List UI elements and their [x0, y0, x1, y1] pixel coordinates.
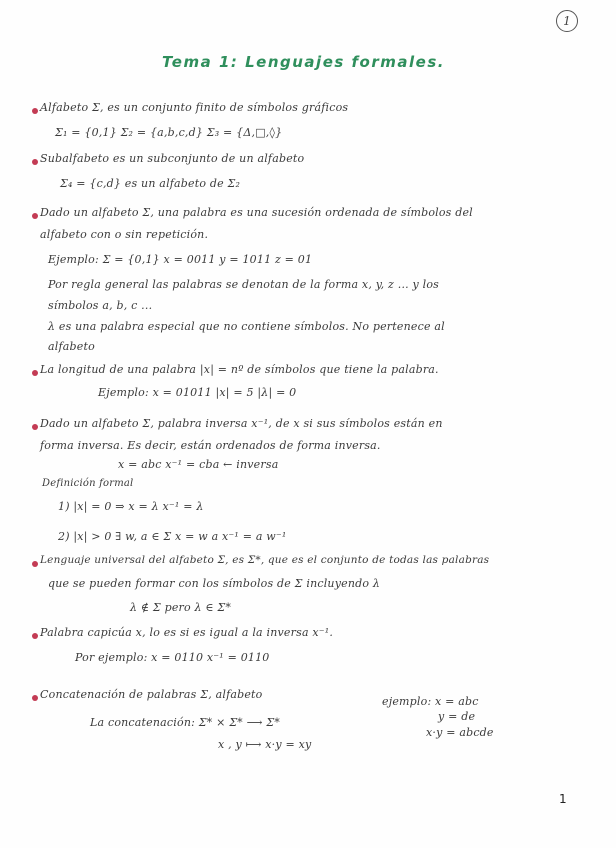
alfabeto-examples: Σ₁ = {0,1} Σ₂ = {a,b,c,d} Σ₃ = {Δ,□,◊}: [55, 126, 283, 139]
inversa-example: x = abc x⁻¹ = cba ← inversa: [118, 458, 279, 471]
alfabeto-definition: Alfabeto Σ, es un conjunto finito de símbolos gráficos: [40, 101, 349, 114]
concatenacion-example-line-2: y = de: [438, 710, 476, 723]
bullet-icon: [32, 561, 38, 567]
concatenacion-definition: Concatenación de palabras Σ, alfabeto: [40, 688, 263, 701]
capicua-definition: Palabra capicúa x, lo es si es igual a la inversa x⁻¹.: [40, 626, 334, 639]
capicua-example: Por ejemplo: x = 0110 x⁻¹ = 0110: [75, 651, 270, 664]
circled-page-number: 1: [556, 10, 578, 32]
bullet-icon: [32, 695, 38, 701]
palabra-definition-line-2: alfabeto con o sin repetición.: [40, 228, 209, 241]
recursive-definition-label: Definición formal: [42, 478, 134, 489]
universal-line-2: que se pueden formar con los símbolos de Σ incluyendo λ: [48, 577, 381, 590]
bullet-icon: [32, 159, 38, 165]
bullet-icon: [32, 370, 38, 376]
inversa-definition-line-1: Dado un alfabeto Σ, palabra inversa x⁻¹, de x si sus símbolos están en: [40, 417, 443, 430]
recursive-definition-line-2: 2) |x| > 0 ∃ w, a ∈ Σ x = w a x⁻¹ = a w⁻¹: [58, 530, 287, 543]
inversa-definition-line-2: forma inversa. Es decir, están ordenados de forma inversa.: [40, 439, 381, 452]
bullet-icon: [32, 424, 38, 430]
lambda-line-1: λ es una palabra especial que no contiene símbolos. No pertenece al: [48, 320, 445, 333]
concatenacion-example-line-3: x·y = abcde: [426, 726, 494, 739]
concatenacion-mapping: x , y ⟼ x·y = xy: [218, 738, 312, 751]
longitud-definition: La longitud de una palabra |x| = nº de símbolos que tiene la palabra.: [40, 363, 439, 376]
notacion-line-2: símbolos a, b, c ...: [48, 299, 153, 312]
lambda-line-2: alfabeto: [48, 340, 95, 353]
page-title: Tema 1: Lenguajes formales.: [162, 53, 445, 71]
subalfabeto-example: Σ₄ = {c,d} es un alfabeto de Σ₂: [60, 177, 241, 190]
concatenacion-example-line-1: ejemplo: x = abc: [382, 695, 479, 708]
recursive-definition-line-1: 1) |x| = 0 ⇒ x = λ x⁻¹ = λ: [58, 500, 204, 513]
bullet-icon: [32, 108, 38, 114]
palabra-definition-line-1: Dado un alfabeto Σ, una palabra es una sucesión ordenada de símbolos del: [40, 206, 473, 219]
universal-line-3: λ ∉ Σ pero λ ∈ Σ*: [130, 601, 232, 614]
universal-line-1: Lenguaje universal del alfabeto Σ, es Σ*, que es el conjunto de todas las palabras: [40, 554, 490, 566]
concatenacion-operation: La concatenación: Σ* × Σ* ⟶ Σ*: [90, 716, 280, 729]
page-number: 1: [559, 792, 567, 806]
palabra-example: Ejemplo: Σ = {0,1} x = 0011 y = 1011 z = 01: [48, 253, 313, 266]
bullet-icon: [32, 213, 38, 219]
longitud-example: Ejemplo: x = 01011 |x| = 5 |λ| = 0: [98, 386, 297, 399]
subalfabeto-definition: Subalfabeto es un subconjunto de un alfabeto: [40, 152, 305, 165]
bullet-icon: [32, 633, 38, 639]
notacion-line-1: Por regla general las palabras se denotan de la forma x, y, z ... y los: [48, 278, 440, 291]
